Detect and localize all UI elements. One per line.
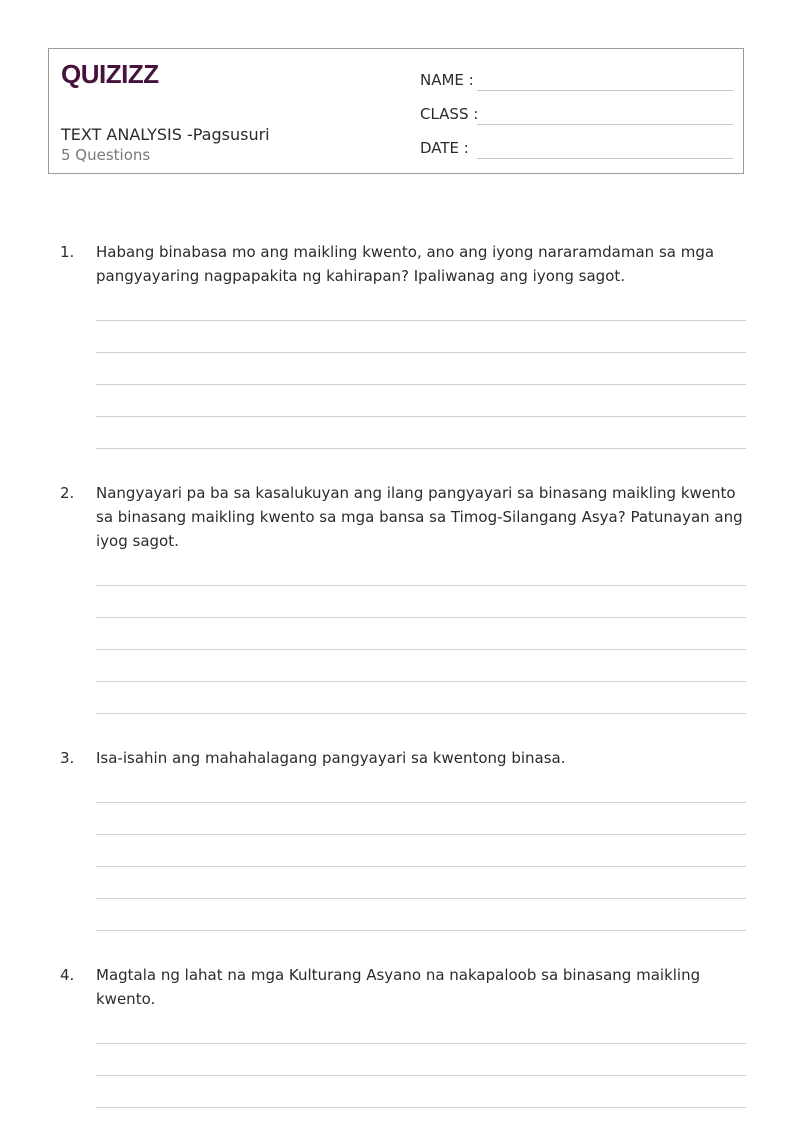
class-field: [420, 101, 740, 125]
answer-line[interactable]: [96, 713, 746, 714]
date-field: [420, 135, 740, 159]
name-label: NAME :: [420, 71, 474, 89]
question-text: Habang binabasa mo ang maikling kwento, ano ang iyong nararamdaman sa mga pangyayaring nagpapakita ng kahirapan? Ipaliwanag ang iyong sagot.: [96, 243, 715, 285]
answer-line[interactable]: [96, 384, 746, 385]
answer-line[interactable]: [96, 617, 746, 618]
answer-line[interactable]: [96, 898, 746, 899]
question-text: Nangyayari pa ba sa kasalukuyan ang ilang pangyayari sa binasang maikling kwento sa binasang maikling kwento sa mga bansa sa Timog-Silangang Asya? Patunayan ang iyog sagot.: [96, 484, 743, 550]
answer-line[interactable]: [96, 448, 746, 449]
answer-line[interactable]: [96, 320, 746, 321]
question-number: 3.: [60, 749, 75, 767]
date-line[interactable]: [477, 158, 733, 159]
quizizz-logo: QUIZIZZ: [61, 59, 159, 89]
question-2: [60, 481, 746, 555]
worksheet-header: [48, 48, 744, 174]
question-number: 4.: [60, 966, 75, 984]
name-field: [420, 67, 740, 91]
question-4: [60, 963, 746, 1013]
answer-line[interactable]: [96, 1107, 746, 1108]
answer-line[interactable]: [96, 866, 746, 867]
name-line[interactable]: [477, 90, 733, 91]
class-label: CLASS :: [420, 105, 479, 123]
answer-line[interactable]: [96, 930, 746, 931]
question-text: Isa-isahin ang mahahalagang pangyayari sa kwentong binasa.: [96, 749, 566, 767]
answer-line[interactable]: [96, 802, 746, 803]
answer-line[interactable]: [96, 1075, 746, 1076]
question-3: [60, 746, 746, 772]
worksheet-title: TEXT ANALYSIS -Pagsusuri: [61, 125, 270, 144]
answer-line[interactable]: [96, 1043, 746, 1044]
answer-line[interactable]: [96, 585, 746, 586]
answer-line[interactable]: [96, 834, 746, 835]
question-1: [60, 240, 746, 290]
date-label: DATE :: [420, 139, 469, 157]
answer-line[interactable]: [96, 416, 746, 417]
question-number: 1.: [60, 243, 75, 261]
question-text: Magtala ng lahat na mga Kulturang Asyano na nakapaloob sa binasang maikling kwento.: [96, 966, 701, 1008]
answer-line[interactable]: [96, 649, 746, 650]
answer-line[interactable]: [96, 681, 746, 682]
answer-line[interactable]: [96, 352, 746, 353]
question-count: 5 Questions: [61, 146, 151, 164]
class-line[interactable]: [477, 124, 733, 125]
question-number: 2.: [60, 484, 75, 502]
